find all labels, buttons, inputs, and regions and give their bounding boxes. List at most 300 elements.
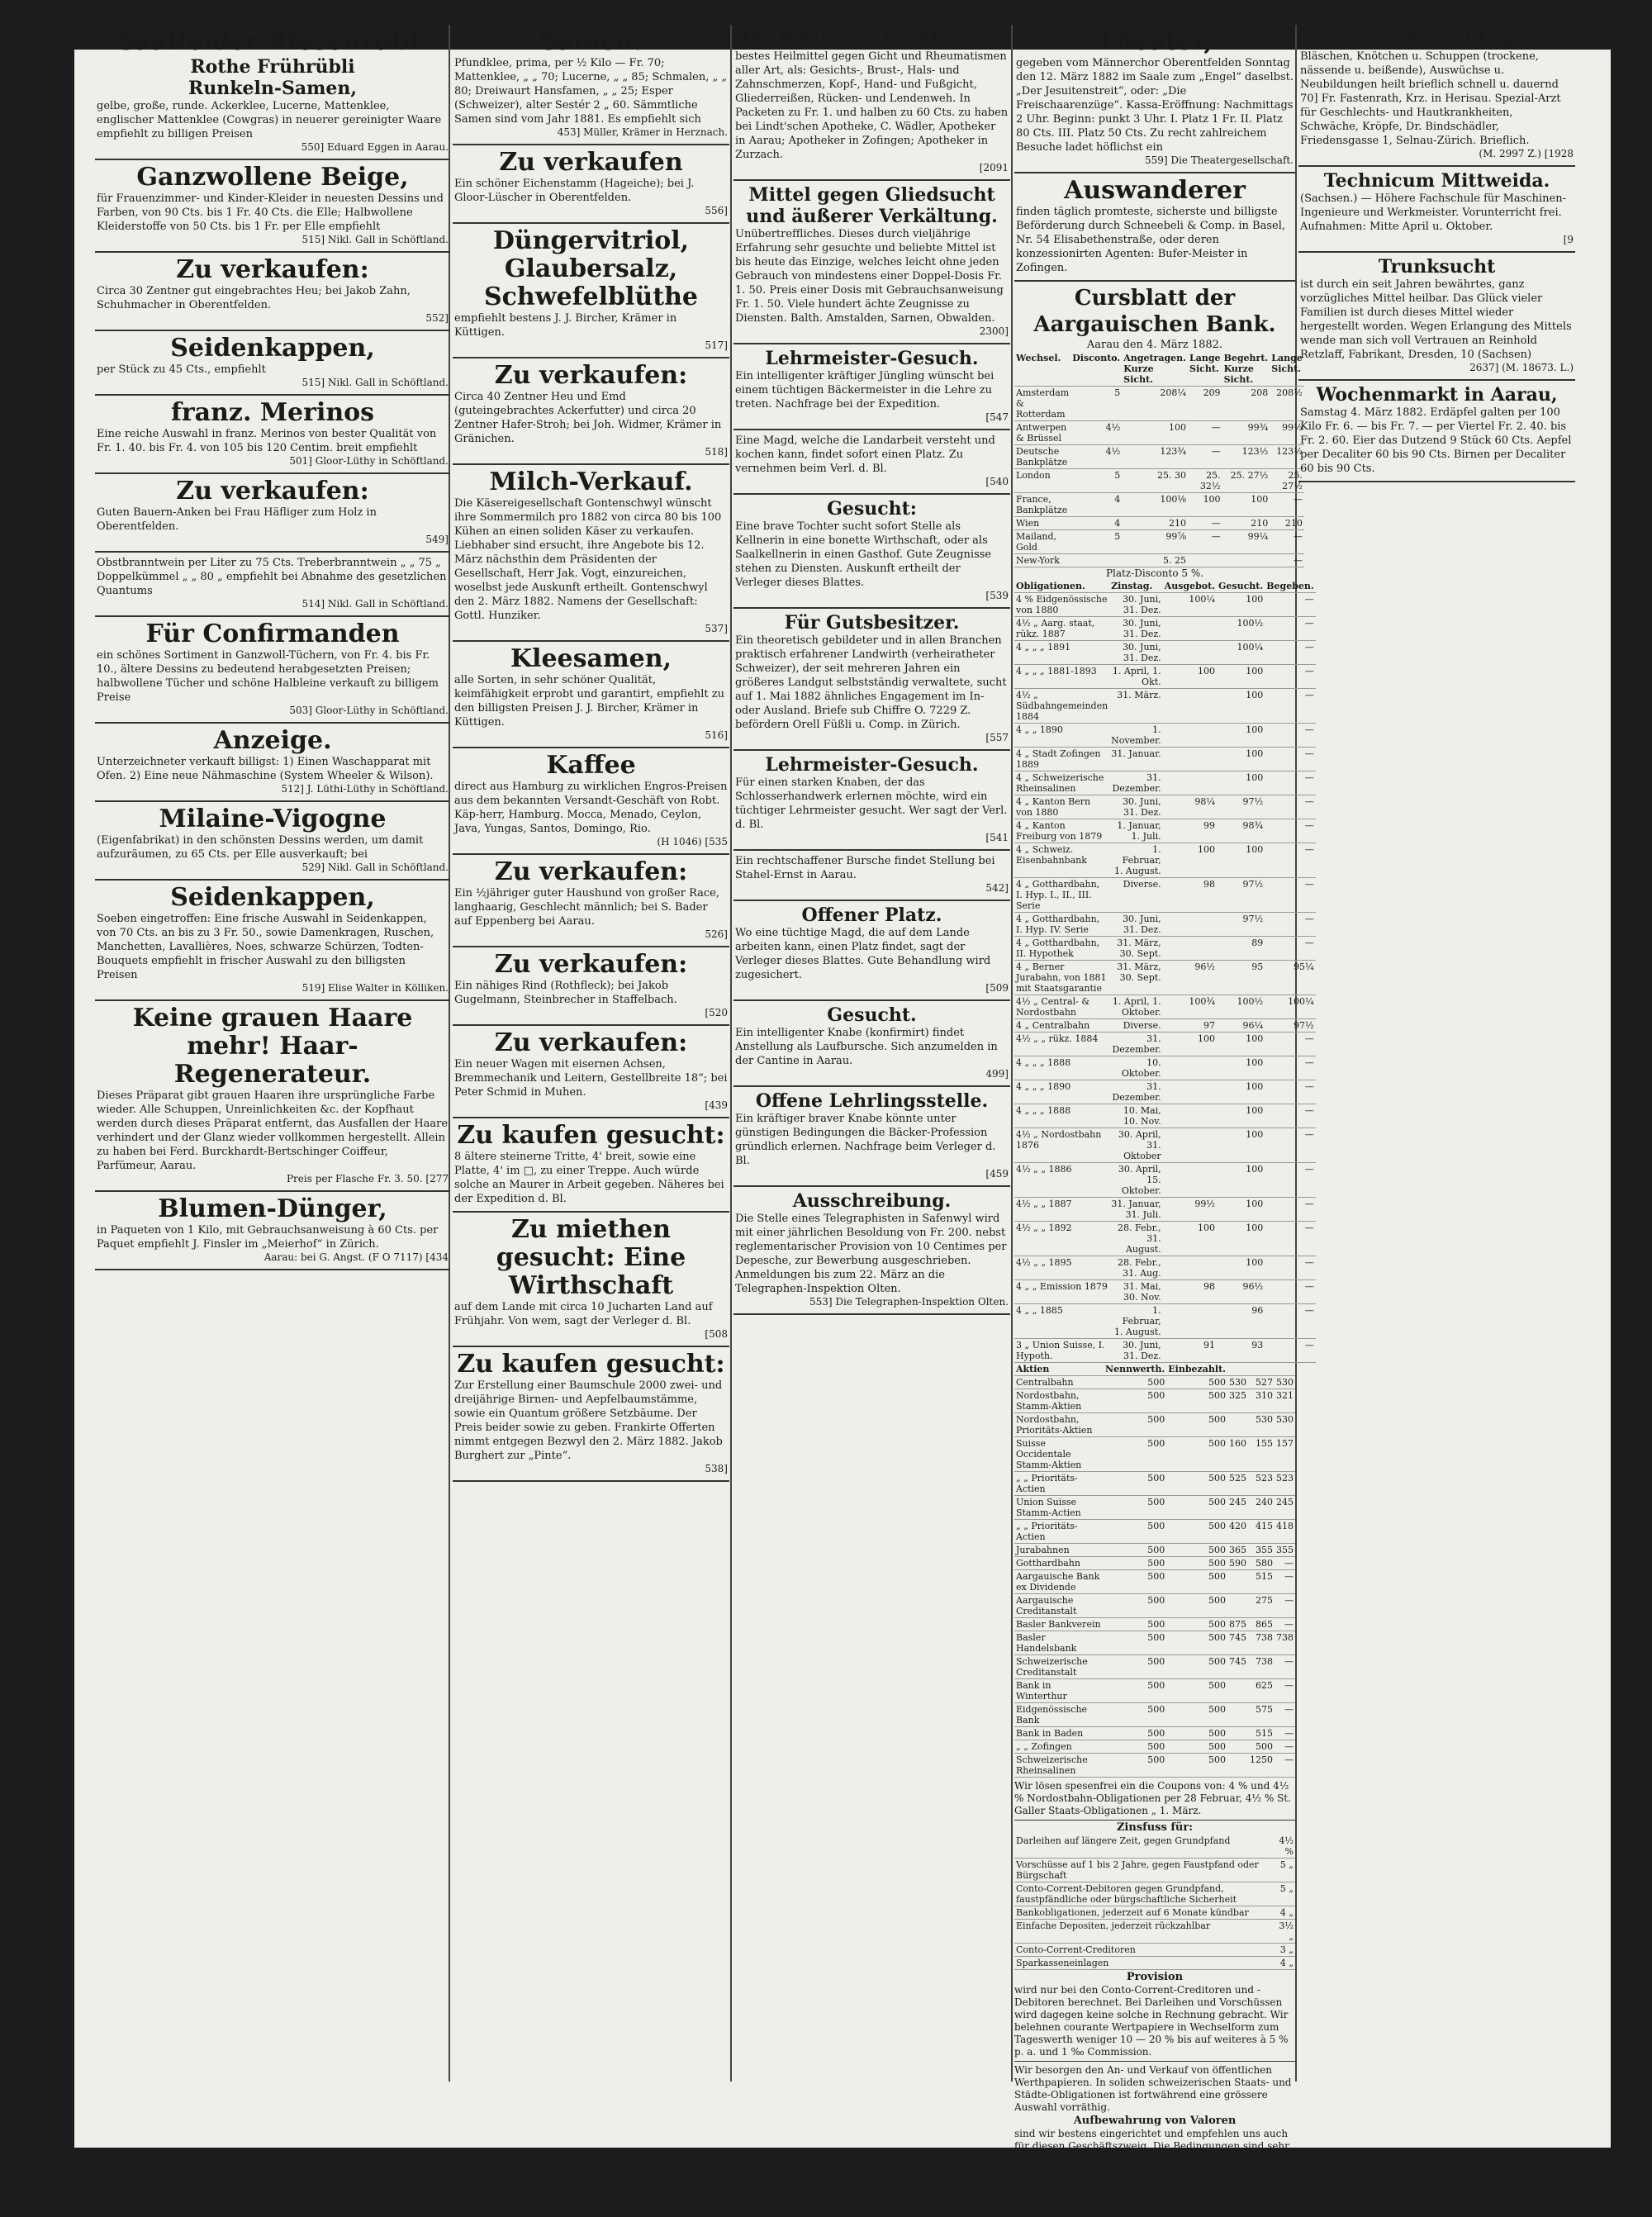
- table-cell: [1070, 554, 1122, 567]
- table-cell: 100⅛: [1122, 493, 1188, 517]
- ad-body: Ein intelligenter Knabe (konfirmirt) findet Anstellung als Laufbursche. Sich anzumelden in der Cantine in Aarau.: [735, 1027, 998, 1067]
- table-cell: 500: [1166, 1754, 1227, 1778]
- ad-headline: Für Confirmanden: [145, 620, 400, 648]
- advertisement: [95, 553, 450, 617]
- table-cell: 10. Oktober.: [1109, 1056, 1163, 1080]
- ad-headline: Keine grauen Haare mehr! Haar-Regenerateur.: [132, 1004, 413, 1089]
- table-cell: 96½: [1217, 1280, 1265, 1304]
- advertisement: [453, 1347, 729, 1482]
- ad-signature: 515] Nikl. Gall in Schöftland.: [301, 377, 449, 388]
- table-cell: [1163, 1163, 1217, 1198]
- table-cell: 95¼: [1265, 961, 1316, 995]
- table-header: Aktien: [1014, 1363, 1104, 1376]
- table-cell: —: [1265, 1080, 1316, 1104]
- table-cell: 4 „ Kanton Freiburg von 1879: [1014, 819, 1109, 843]
- advertisement: [733, 344, 1010, 430]
- table-cell: —: [1275, 1679, 1295, 1703]
- table-cell: 31. März, 30. Sept.: [1109, 961, 1163, 995]
- table-cell: Diverse.: [1109, 1019, 1163, 1033]
- table-cell: 99¾: [1222, 421, 1270, 445]
- table-cell: 4½ „ Südbahngemeinden 1884: [1016, 690, 1108, 722]
- ad-signature: 2637] (M. 18673. L.): [1469, 362, 1574, 373]
- ad-signature: [520: [705, 1007, 728, 1018]
- table-cell: 355: [1248, 1544, 1275, 1557]
- advertisement: [1014, 25, 1295, 173]
- table-row: [1014, 1104, 1316, 1128]
- ad-signature: 518]: [705, 446, 728, 458]
- ad-signature: Preis per Flasche Fr. 3. 50. [277: [286, 1173, 449, 1184]
- advertisement: [95, 724, 450, 802]
- table-row: [1014, 493, 1304, 517]
- table-cell: 210: [1122, 517, 1188, 530]
- table-cell: 98¾: [1217, 819, 1265, 843]
- table-cell: 1. April, 1. Oktober.: [1109, 995, 1163, 1019]
- table-cell: Union Suisse Stamm-Actien: [1014, 1496, 1104, 1520]
- table-cell: —: [1188, 421, 1222, 445]
- ad-body: per Stück zu 45 Cts., empfiehlt: [97, 363, 266, 376]
- table-cell: 208½: [1270, 387, 1304, 421]
- table-cell: [1163, 724, 1217, 748]
- table-cell: Basler Handelsbank: [1014, 1631, 1104, 1655]
- table-cell: 99: [1163, 819, 1217, 843]
- table-cell: —: [1265, 1056, 1316, 1080]
- ad-body: Ein neuer Wagen mit eisernen Achsen, Bremmechanik und Leitern, Gestellbreite 18“; bei Peter Schmid in Muhen.: [454, 1058, 728, 1099]
- table-cell: 98: [1163, 1280, 1217, 1304]
- table-row: [1014, 1920, 1295, 1944]
- ad-body: in Paqueten von 1 Kilo, mit Gebrauchsanweisung à 60 Cts. per Paquet empfiehlt J. Finsler im „Meierhof“ in Zürich.: [97, 1224, 439, 1251]
- table-row: [1014, 1544, 1295, 1557]
- table-cell: —: [1265, 617, 1316, 641]
- table-cell: —: [1265, 689, 1316, 724]
- table-row: [1014, 748, 1316, 771]
- ad-body: Ein ½jähriger guter Haushund von großer Race, langhaarig, Geschlecht männlich; bei S. Bader auf Eppenberg bei Aarau.: [454, 887, 720, 928]
- table-cell: 99½: [1270, 421, 1304, 445]
- table-cell: Bank in Winterthur: [1014, 1679, 1104, 1703]
- ad-body: gegeben vom Männerchor Oberentfelden Sonntag den 12. März 1882 im Saale zum „Engel“ daselbst. „Der Jesuitenstreit“, oder: „Die Freischaarenzüge“. Kassa-Eröffnung: Nachmittags 2 Uhr. Beginn: punkt 3 Uhr. I. Platz 1 Fr. II. Platz 80 Cts. III. Platz 50 Cts. Zu recht zahlreichem Besuche ladet höflichst ein: [1016, 57, 1294, 154]
- ad-headline: Zu verkaufen:: [494, 950, 688, 979]
- table-row: [1014, 1163, 1316, 1198]
- table-header: [1248, 1363, 1275, 1376]
- table-row: [1014, 1198, 1316, 1222]
- table-cell: 4 „: [1272, 1906, 1295, 1920]
- ad-headline: Trunksucht: [1378, 256, 1496, 278]
- table-row: [1014, 1631, 1295, 1655]
- table-cell: 91: [1163, 1339, 1217, 1363]
- ad-headline: Mittel gegen Gliedsucht und äußerer Verkältung.: [746, 184, 998, 227]
- table-row: [1014, 1594, 1295, 1618]
- table-cell: 355: [1276, 1545, 1294, 1555]
- table-cell: 100: [1188, 493, 1222, 517]
- ad-headline: Zu verkaufen:: [494, 1028, 688, 1057]
- ad-body: auf dem Lande mit circa 10 Jucharten Land auf Frühjahr. Von wem, sagt der Verleger d. Bl.: [454, 1301, 713, 1327]
- table-cell: 4 % Eidgenössische von 1880: [1014, 593, 1109, 617]
- table-cell: 738: [1248, 1631, 1275, 1655]
- table-cell: 3½ „: [1272, 1920, 1295, 1944]
- table-cell: 500: [1166, 1472, 1227, 1496]
- table-cell: 4½ „ Central- & Nordostbahn: [1014, 995, 1109, 1019]
- table-row: [1014, 878, 1316, 913]
- table-cell: —: [1275, 1618, 1295, 1631]
- table-cell: 4 „ Gotthardbahn, II. Hypothek: [1014, 937, 1109, 961]
- ad-signature: 542]: [985, 882, 1009, 894]
- table-cell: 89: [1217, 937, 1265, 961]
- ad-headline: Zu miethen gesucht: Eine Wirthschaft: [496, 1215, 686, 1300]
- table-cell: —: [1265, 1104, 1316, 1128]
- table-cell: —: [1265, 1163, 1316, 1198]
- table-cell: 500: [1104, 1437, 1166, 1472]
- table-cell: —: [1265, 1256, 1316, 1280]
- table-row: [1014, 421, 1304, 445]
- table-cell: 100¾: [1163, 995, 1217, 1019]
- table-row: [1014, 445, 1304, 469]
- table-row: [1014, 1957, 1295, 1970]
- advertisement: [453, 145, 729, 224]
- table-cell: 96¼: [1217, 1019, 1265, 1033]
- table-cell: 1. Januar, 1. Juli.: [1109, 819, 1163, 843]
- table-row: [1014, 1389, 1295, 1413]
- advertisement: [95, 1192, 450, 1270]
- table-cell: [1163, 1304, 1217, 1339]
- ad-signature: [2091: [979, 162, 1009, 173]
- table-cell: 99½: [1163, 1198, 1217, 1222]
- ad-signature: 501] Gloor-Lüthy in Schöftland.: [289, 455, 449, 467]
- table-cell: 527: [1248, 1376, 1275, 1389]
- table-cell: 31. Dezember.: [1109, 1033, 1163, 1056]
- table-cell: 5. 25: [1122, 554, 1188, 567]
- ad-signature: 2300]: [979, 325, 1009, 337]
- table-cell: 415: [1248, 1520, 1275, 1544]
- table-header: Ausgebot.: [1164, 581, 1216, 591]
- advertisement: [453, 748, 729, 855]
- table-row: [1014, 1256, 1316, 1280]
- table-row: [1014, 665, 1316, 689]
- table-cell: —: [1265, 795, 1316, 819]
- table-cell: 100: [1122, 421, 1188, 445]
- table-cell: 500: [1104, 1520, 1166, 1544]
- advertisement: [95, 617, 450, 724]
- advertisement: [95, 1001, 450, 1192]
- table-row: [1014, 1679, 1295, 1703]
- table-header: [1275, 1363, 1295, 1376]
- table-cell: 100¼: [1265, 995, 1316, 1019]
- table-cell: 100: [1217, 1163, 1265, 1198]
- ad-signature: Aarau: bei G. Angst. (F O 7117) [434: [263, 1251, 449, 1263]
- table-cell: 4½ „ Nordostbahn 1876: [1014, 1128, 1109, 1163]
- table-cell: 5: [1070, 469, 1122, 493]
- table-cell: 1250: [1248, 1754, 1275, 1778]
- ad-signature: 526]: [705, 928, 728, 940]
- table-cell: —: [1270, 493, 1304, 517]
- table-cell: 500: [1104, 1496, 1166, 1520]
- table-cell: 530: [1248, 1413, 1275, 1437]
- table-cell: 31. Mai, 30. Nov.: [1109, 1280, 1163, 1304]
- table-cell: Jurabahnen: [1014, 1544, 1104, 1557]
- table-cell: [1163, 689, 1217, 724]
- table-row: [1014, 689, 1316, 724]
- table-row: [1014, 961, 1316, 995]
- table-cell: Conto-Corrent-Creditoren: [1014, 1944, 1272, 1957]
- ad-signature: 516]: [705, 729, 728, 741]
- aktien-table: [1014, 1363, 1295, 1778]
- ad-body: Samstag 4. März 1882. Erdäpfel galten per 100 Kilo Fr. 6. — bis Fr. 7. — per Viertel Fr. 2. 40. bis Fr. 2. 60. Eier das Dutzend 9 Stück 60 Cts. Aepfel per Decaliter 60 bis 90 Cts. Birnen per Decaliter 60 bis 90 Cts.: [1300, 406, 1572, 475]
- table-cell: Amsterdam & Rotterdam: [1016, 387, 1070, 420]
- ad-body: Ein nähiges Rind (Rothfleck); bei Jakob Gugelmann, Steinbrecher in Staffelbach.: [454, 980, 677, 1006]
- table-cell: 500: [1166, 1520, 1227, 1544]
- ad-headline: Zu kaufen gesucht:: [457, 1350, 725, 1379]
- table-cell: 4 „ „ „ 1891: [1014, 641, 1109, 665]
- ad-signature: 537]: [705, 623, 728, 634]
- advertisement: [453, 358, 729, 465]
- ad-body: Circa 40 Zentner Heu und Emd (guteingebrachtes Ackerfutter) und circa 20 Zentner Hafer-Stroh; bei Joh. Widmer, Krämer in Gränichen.: [454, 391, 722, 445]
- advertisement: [733, 751, 1010, 851]
- ad-headline: Technicum Mittweida.: [1323, 170, 1550, 192]
- table-cell: —: [1265, 819, 1316, 843]
- ad-headline: Zu kaufen gesucht:: [457, 1121, 725, 1150]
- ad-headline: Offene Lehrlingsstelle.: [755, 1090, 989, 1112]
- table-cell: 160: [1227, 1437, 1248, 1472]
- table-cell: 30. Juni, 31. Dez.: [1109, 795, 1163, 819]
- table-cell: 500: [1166, 1570, 1227, 1594]
- table-cell: 93: [1217, 1339, 1265, 1363]
- table-row: [1014, 530, 1304, 554]
- advertisement: [1014, 173, 1295, 282]
- table-cell: 99⅞: [1122, 530, 1188, 554]
- table-cell: [1163, 1256, 1217, 1280]
- table-cell: 4½ %: [1272, 1835, 1295, 1859]
- table-cell: Conto-Corrent-Debitoren gegen Grundpfand, faustpfändliche oder bürgschaftliche Sicherheit: [1014, 1882, 1272, 1906]
- table-row: [1014, 843, 1316, 878]
- table-cell: [1163, 1104, 1217, 1128]
- table-cell: 31. Januar.: [1109, 748, 1163, 771]
- advertisement: [1298, 167, 1575, 253]
- table-cell: —: [1275, 1740, 1295, 1754]
- ad-body: Für einen starken Knaben, der das Schlosserhandwerk erlernen möchte, wird ein tüchtiger Lehrmeister gesucht. Wer sagt der Verl. d. Bl.: [735, 776, 1008, 831]
- valoren-title: Aufbewahrung von Valoren: [1073, 2115, 1237, 2127]
- table-cell: Suisse Occidentale Stamm-Aktien: [1014, 1437, 1104, 1472]
- table-cell: 4 „ „ „ 1881-1893: [1014, 665, 1109, 689]
- table-cell: Mailand, Gold: [1014, 530, 1070, 554]
- table-cell: —: [1265, 748, 1316, 771]
- table-cell: 100: [1217, 1222, 1265, 1256]
- ad-headline: Zu verkaufen:: [176, 255, 369, 284]
- table-cell: 5: [1070, 530, 1122, 554]
- column-1: [95, 25, 450, 1270]
- table-cell: 100: [1217, 1080, 1265, 1104]
- table-row: [1014, 469, 1304, 493]
- table-cell: 625: [1248, 1679, 1275, 1703]
- table-cell: [1227, 1740, 1248, 1754]
- table-cell: 31. März.: [1109, 689, 1163, 724]
- table-cell: 210: [1270, 517, 1304, 530]
- table-cell: —: [1270, 530, 1304, 554]
- table-cell: 208¼: [1122, 387, 1188, 421]
- table-cell: [1163, 1080, 1217, 1104]
- table-cell: 25. 32½: [1188, 469, 1222, 493]
- table-cell: [1227, 1570, 1248, 1594]
- table-cell: 100: [1217, 1128, 1265, 1163]
- table-cell: 500: [1104, 1754, 1166, 1778]
- table-header: Begeben.: [1266, 581, 1314, 591]
- advertisement: [733, 25, 1010, 181]
- advertisement: [453, 224, 729, 358]
- bank-date: Aarau den 4. März 1882.: [1086, 339, 1223, 351]
- table-cell: 500: [1104, 1376, 1166, 1389]
- table-cell: —: [1275, 1703, 1295, 1727]
- table-cell: 310: [1248, 1389, 1275, 1413]
- table-cell: [1227, 1754, 1248, 1778]
- table-cell: Nordostbahn, Prioritäts-Aktien: [1014, 1413, 1104, 1437]
- column-5: [1298, 25, 1575, 482]
- table-cell: 1. Februar, 1. August.: [1109, 843, 1163, 878]
- table-cell: [1188, 554, 1222, 567]
- advertisement: [453, 1118, 729, 1213]
- table-cell: Darleihen auf längere Zeit, gegen Grundpfand: [1014, 1835, 1272, 1859]
- table-cell: —: [1265, 843, 1316, 878]
- table-cell: —: [1265, 665, 1316, 689]
- table-cell: Sparkasseneinlagen: [1014, 1957, 1272, 1970]
- table-row: [1014, 517, 1304, 530]
- advertisement: [95, 331, 450, 396]
- ad-signature: 512] J. Lüthi-Lüthy in Schöftland.: [281, 783, 449, 795]
- ad-body: für Frauenzimmer- und Kinder-Kleider in neuesten Dessins und Farben, von 90 Cts. bis 1 Fr. 40 Cts. die Elle; Halbwollene Kleiderstoffe von 50 Cts. bis 1 Fr. per Elle empfiehlt: [97, 192, 444, 233]
- table-cell: 500: [1166, 1703, 1227, 1727]
- table-cell: —: [1265, 1339, 1316, 1363]
- table-cell: [1163, 748, 1217, 771]
- table-cell: —: [1275, 1655, 1295, 1679]
- ad-headline: Lehrmeister-Gesuch.: [765, 348, 979, 369]
- table-cell: 325: [1227, 1389, 1248, 1413]
- table-row: [1014, 1520, 1295, 1544]
- table-cell: 4 „ „ „ 1890: [1014, 1080, 1109, 1104]
- ad-headline: Seidenkappen,: [170, 334, 375, 363]
- table-cell: 245: [1227, 1496, 1248, 1520]
- table-cell: 100: [1217, 593, 1265, 617]
- table-cell: 500: [1166, 1413, 1227, 1437]
- table-cell: 100: [1163, 843, 1217, 878]
- table-cell: 4½ „ „ 1892: [1014, 1222, 1109, 1256]
- table-cell: 500: [1166, 1376, 1227, 1389]
- table-header: Wechsel.: [1014, 352, 1070, 387]
- ad-body: Guten Bauern-Anken bei Frau Häfliger zum Holz in Oberentfelden.: [97, 506, 377, 533]
- table-cell: 1. April, 1. Okt.: [1109, 665, 1163, 689]
- table-cell: 208: [1222, 387, 1270, 421]
- provision-title: Provision: [1126, 1971, 1184, 1983]
- ad-headline: Kleesamen,: [510, 644, 672, 673]
- table-cell: 500: [1166, 1655, 1227, 1679]
- advertisement: [95, 25, 450, 160]
- advertisement: [95, 802, 450, 881]
- ad-signature: 519] Elise Walter in Kölliken.: [301, 982, 449, 994]
- table-row: [1014, 1618, 1295, 1631]
- ad-signature: 515] Nikl. Gall in Schöftland.: [301, 234, 449, 245]
- table-row: [1014, 771, 1316, 795]
- table-cell: 500: [1104, 1727, 1166, 1740]
- ad-body: Wo eine tüchtige Magd, die auf dem Lande arbeiten kann, einen Platz findet, sagt der Verleger dieses Blattes. Gute Behandlung wird zugesichert.: [735, 927, 991, 981]
- ad-body: bestes Heilmittel gegen Gicht und Rheumatismen aller Art, als: Gesichts-, Brust-, Hals- und Zahnschmerzen, Kopf-, Hand- und Fußgicht, Gliederreißen, Rücken- und Lendenweh. In Packeten zu Fr. 1. und halben zu 60 Cts. zu haben bei Lindt'schen Apotheke, C. Wädler, Apotheker in Aarau; Apotheker in Zofingen; Apotheker in Zurzach.: [735, 50, 1009, 161]
- table-cell: London: [1014, 469, 1070, 493]
- ad-headline: Dr. Pattison's Gichtwatte,: [742, 28, 1002, 50]
- table-cell: 25. 30: [1122, 469, 1188, 493]
- ad-headline: Für Gutsbesitzer.: [784, 612, 960, 634]
- ad-signature: 556]: [705, 205, 728, 216]
- ad-headline: franz. Merinos: [170, 398, 375, 427]
- table-cell: 500: [1166, 1557, 1227, 1570]
- table-cell: Aargauische Creditanstalt: [1014, 1594, 1104, 1618]
- table-cell: 96: [1217, 1304, 1265, 1339]
- table-cell: „ „ Prioritäts-Actien: [1014, 1472, 1104, 1496]
- table-row: [1014, 1472, 1295, 1496]
- table-header: Zinstag.: [1109, 580, 1163, 593]
- table-cell: Centralbahn: [1014, 1376, 1104, 1389]
- table-cell: 100: [1217, 1104, 1265, 1128]
- table-cell: 500: [1104, 1703, 1166, 1727]
- table-cell: 745: [1227, 1631, 1248, 1655]
- ad-signature: [439: [705, 1099, 728, 1111]
- table-row: [1014, 1727, 1295, 1740]
- table-cell: —: [1188, 445, 1222, 469]
- table-cell: 365: [1229, 1545, 1246, 1555]
- ad-body: Soeben eingetroffen: Eine frische Auswahl in Seidenkappen, von 70 Cts. an bis zu 3 Fr. 50., sowie Damenkragen, Ruschen, Manchetten, Lavallières, Noes, schwarze Schürzen, Todten-Bouquets empfiehlt in frischer Auswahl zu den billigsten Preisen: [97, 913, 434, 981]
- table-cell: 530: [1275, 1413, 1295, 1437]
- ad-signature: [539: [985, 590, 1009, 601]
- table-cell: 31. Dezember.: [1109, 1080, 1163, 1104]
- table-row: [1014, 1437, 1295, 1472]
- ad-signature: [540: [985, 476, 1009, 487]
- table-cell: 500: [1104, 1557, 1166, 1570]
- ad-headline: Ganzwollene Beige,: [136, 163, 409, 192]
- table-header: Lange Sicht.: [1270, 352, 1304, 387]
- ad-body: alle Sorten, in sehr schöner Qualität, keimfähigkeit erprobt und garantirt, empfiehlt zu den billigsten Preisen J. J. Bircher, Krämer in Küttigen.: [454, 674, 725, 729]
- advertisement: [1298, 25, 1575, 167]
- ad-headline: Samen.: [539, 27, 643, 56]
- ad-signature: [459: [985, 1168, 1009, 1180]
- column-4: [1014, 25, 1314, 2215]
- table-row: [1014, 1376, 1295, 1389]
- table-cell: 500: [1248, 1740, 1275, 1754]
- table-cell: France, Bankplätze: [1014, 493, 1070, 517]
- table-row: [1014, 1019, 1316, 1033]
- wechsel-table: [1014, 352, 1304, 567]
- table-cell: 500: [1166, 1727, 1227, 1740]
- table-cell: Diverse.: [1109, 878, 1163, 913]
- table-cell: 3 „: [1272, 1944, 1295, 1957]
- advertisement: [453, 855, 729, 947]
- table-cell: 97: [1163, 1019, 1217, 1033]
- table-cell: 500: [1104, 1618, 1166, 1631]
- table-cell: —: [1188, 517, 1222, 530]
- table-cell: 4½ „ Aarg. staat, rükz. 1887: [1014, 617, 1109, 641]
- ad-body: Bläschen, Knötchen u. Schuppen (trockene, nässende u. beißende), Auswüchse u. Neubildungen heilt brieflich schnell u. dauernd 70] Fr. Fastenrath, Krz. in Herisau. Spezial-Arzt für Geschlechts- und Hautkrankheiten, Schwäche, Kröpfe, Dr. Bindschädler, Friedensgasse 1, Selnau-Zürich. Brieflich.: [1300, 50, 1561, 147]
- advertisement: [453, 947, 729, 1026]
- table-cell: —: [1265, 1198, 1316, 1222]
- table-cell: 1. November.: [1111, 724, 1161, 746]
- advertisement: [95, 474, 450, 553]
- table-header: Disconto.: [1070, 352, 1122, 387]
- table-row: [1014, 1496, 1295, 1520]
- table-cell: Schweizerische Rheinsalinen: [1014, 1754, 1104, 1778]
- table-cell: [1163, 771, 1217, 795]
- table-cell: 275: [1248, 1594, 1275, 1618]
- advertisement: [453, 642, 729, 748]
- table-header: Begehrt. Kurze Sicht.: [1223, 353, 1269, 385]
- ad-headline: Lehrmeister-Gesuch.: [765, 754, 979, 776]
- table-row: [1014, 1570, 1295, 1594]
- table-cell: 4½ „ „ 1886: [1014, 1163, 1109, 1198]
- ad-signature: 549]: [425, 534, 449, 545]
- table-cell: 420: [1227, 1520, 1248, 1544]
- table-row: [1014, 1080, 1316, 1104]
- table-row: [1014, 1655, 1295, 1679]
